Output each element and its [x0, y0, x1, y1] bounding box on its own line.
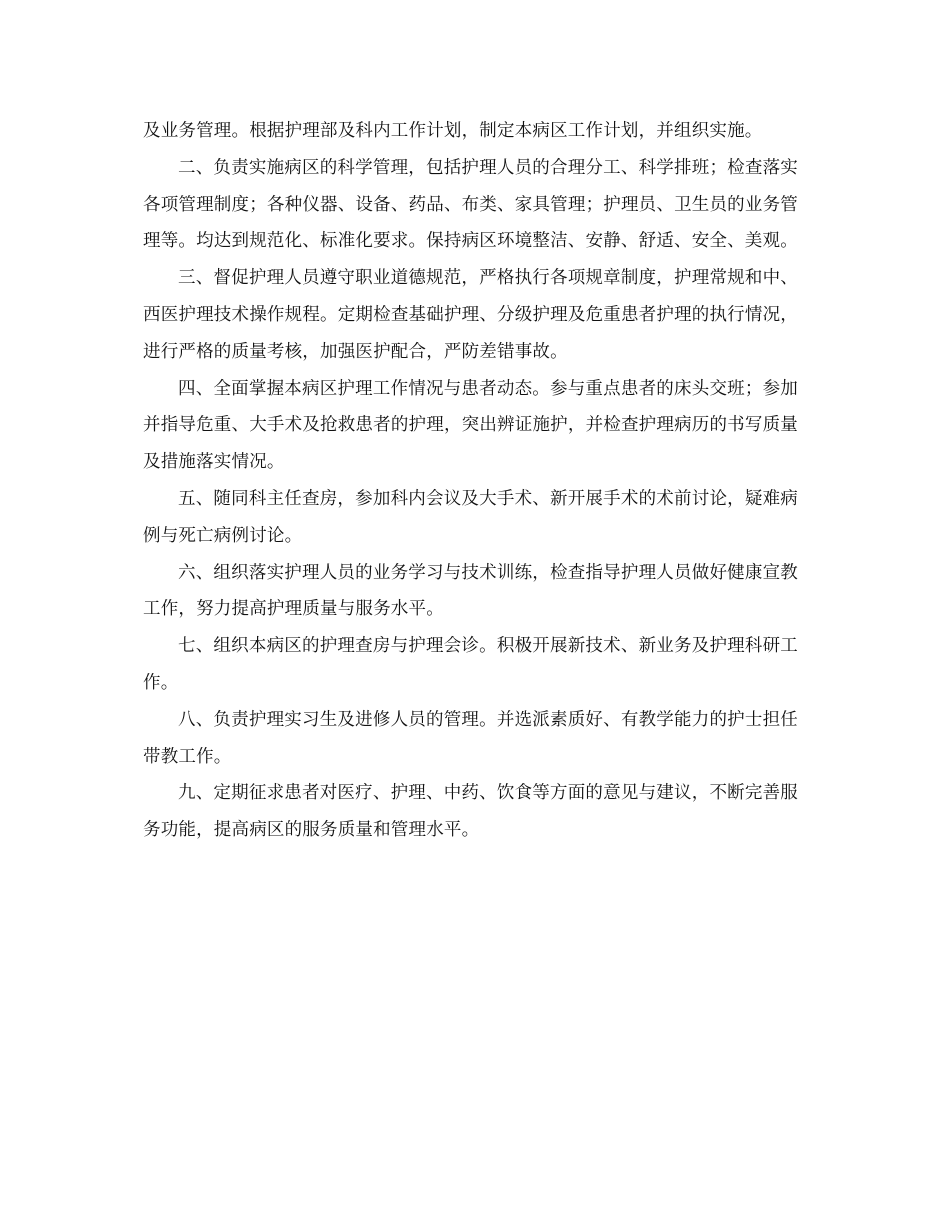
paragraph-item-4: 四、全面掌握本病区护理工作情况与患者动态。参与重点患者的床头交班；参加并指导危重、大手术及抢救患者的护理，突出辨证施护，并检查护理病历的书写质量及措施落实情况。 [143, 378, 798, 473]
paragraph-item-9: 九、定期征求患者对医疗、护理、中药、饮食等方面的意见与建议，不断完善服务功能，提高病区的服务质量和管理水平。 [143, 783, 798, 841]
paragraph-item-8: 八、负责护理实习生及进修人员的管理。并选派素质好、有教学能力的护士担任带教工作。 [143, 709, 798, 767]
paragraph-item-2: 二、负责实施病区的科学管理，包括护理人员的合理分工、科学排班；检查落实各项管理制度；各种仪器、设备、药品、布类、家具管理；护理员、卫生员的业务管理等。均达到规范化、标准化要求。保持病区环境整洁、安静、舒适、安全、美观。 [143, 157, 798, 252]
paragraph-item-7: 七、组织本病区的护理查房与护理会诊。积极开展新技术、新业务及护理科研工作。 [143, 636, 798, 693]
document-body [143, 113, 798, 849]
paragraph-item-5: 五、随同科主任查房，参加科内会议及大手术、新开展手术的术前讨论，疑难病例与死亡病例讨论。 [143, 488, 798, 546]
paragraph-continuation: 及业务管理。根据护理部及科内工作计划，制定本病区工作计划，并组织实施。 [143, 121, 763, 141]
paragraph-item-3: 三、督促护理人员遵守职业道德规范，严格执行各项规章制度，护理常规和中、西医护理技术操作规程。定期检查基础护理、分级护理及危重患者护理的执行情况，进行严格的质量考核，加强医护配合，严防差错事故。 [143, 268, 798, 362]
paragraph-item-6: 六、组织落实护理人员的业务学习与技术训练，检查指导护理人员做好健康宣教工作，努力提高护理质量与服务水平。 [143, 562, 798, 620]
